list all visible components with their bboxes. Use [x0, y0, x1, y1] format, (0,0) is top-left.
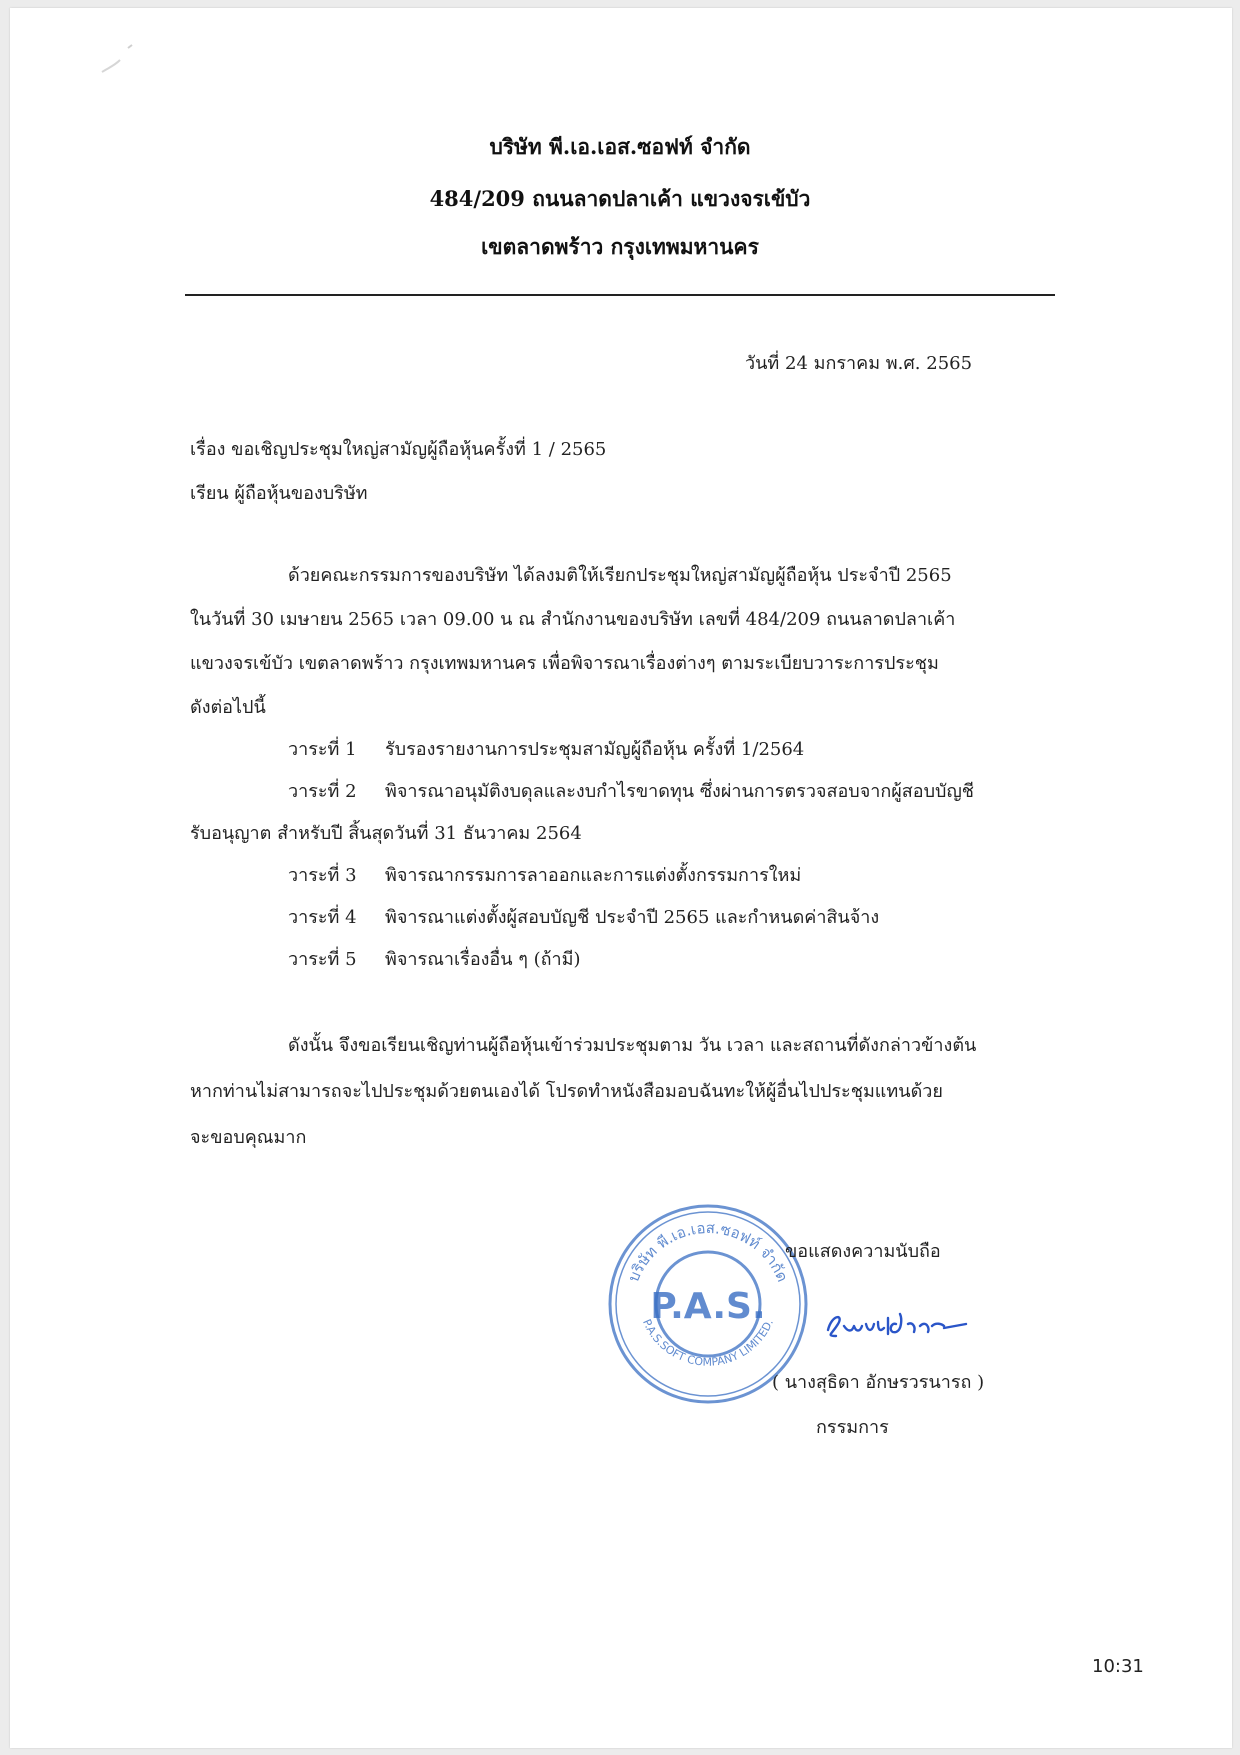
body-line: ดังต่อไปนี้ — [190, 697, 266, 718]
body-line: แขวงจรเข้บัว เขตลาดพร้าว กรุงเทพมหานคร เพื่อพิจารณาเรื่องต่างๆ ตามระเบียบวาระการประชุม — [190, 653, 939, 674]
agenda-text: พิจารณาแต่งตั้งผู้สอบบัญชี ประจำปี 2565 และกำหนดค่าสินจ้าง — [385, 907, 880, 928]
stamp-ring-top-text: บริษัท พี.เอ.เอส.ซอฟท์ จำกัด — [624, 1218, 792, 1285]
closing-line: หากท่านไม่สามารถจะไปประชุมด้วยตนเองได้ โปรดทำหนังสือมอบฉันทะให้ผู้อื่นไปประชุมแทนด้วย — [190, 1081, 943, 1102]
letter-date: วันที่ 24 มกราคม พ.ศ. 2565 — [745, 353, 973, 374]
handwritten-signature — [822, 1300, 982, 1344]
company-address-line-1: 484/209 ถนนลาดปลาเค้า แขวงจรเข้บัว — [429, 186, 811, 211]
timestamp: 10:31 — [1092, 1656, 1144, 1677]
paper-smudge — [98, 38, 148, 88]
agenda-text: พิจารณาเรื่องอื่น ๆ (ถ้ามี) — [385, 949, 581, 970]
company-name: บริษัท พี.เอ.เอส.ซอฟท์ จำกัด — [489, 134, 751, 159]
body-line: ด้วยคณะกรรมการของบริษัท ได้ลงมติให้เรียกประชุมใหญ่สามัญผู้ถือหุ้น ประจำปี 2565 — [288, 565, 952, 586]
agenda-label: วาระที่ 2 — [288, 781, 357, 802]
agenda-label: วาระที่ 3 — [288, 865, 357, 886]
letter-recipient: เรียน ผู้ถือหุ้นของบริษัท — [190, 483, 368, 504]
agenda-label: วาระที่ 1 — [288, 739, 357, 760]
salutation: ขอแสดงความนับถือ — [785, 1241, 941, 1262]
closing-line: ดังนั้น จึงขอเรียนเชิญท่านผู้ถือหุ้นเข้าร่วมประชุมตาม วัน เวลา และสถานที่ดังกล่าวข้างต้น — [288, 1035, 977, 1056]
company-address-line-2: เขตลาดพร้าว กรุงเทพมหานคร — [481, 234, 759, 259]
stamp-center-text: P.A.S. — [650, 1286, 766, 1327]
closing-line: จะขอบคุณมาก — [190, 1127, 307, 1148]
letterhead-divider — [185, 294, 1055, 296]
signatory-title: กรรมการ — [816, 1417, 889, 1438]
signatory-name: ( นางสุธิดา อักษรวรนารถ ) — [772, 1372, 985, 1393]
agenda-label: วาระที่ 4 — [288, 907, 357, 928]
agenda-text-continued: รับอนุญาต สำหรับปี สิ้นสุดวันที่ 31 ธันวาคม 2564 — [190, 823, 582, 844]
agenda-label: วาระที่ 5 — [288, 949, 357, 970]
agenda-text: รับรองรายงานการประชุมสามัญผู้ถือหุ้น ครั้งที่ 1/2564 — [385, 739, 805, 760]
agenda-text: พิจารณาอนุมัติงบดุลและงบกำไรขาดทุน ซึ่งผ่านการตรวจสอบจากผู้สอบบัญชี — [385, 781, 975, 802]
agenda-text: พิจารณากรรมการลาออกและการแต่งตั้งกรรมการใหม่ — [385, 865, 802, 886]
letter-subject: เรื่อง ขอเชิญประชุมใหญ่สามัญผู้ถือหุ้นครั้งที่ 1 / 2565 — [190, 439, 607, 460]
body-line: ในวันที่ 30 เมษายน 2565 เวลา 09.00 น ณ สำนักงานของบริษัท เลขที่ 484/209 ถนนลาดปลาเค้า — [190, 609, 956, 630]
stamp-ring-bottom-text: P.A.S.SOFT COMPANY LIMITED. — [640, 1317, 776, 1369]
